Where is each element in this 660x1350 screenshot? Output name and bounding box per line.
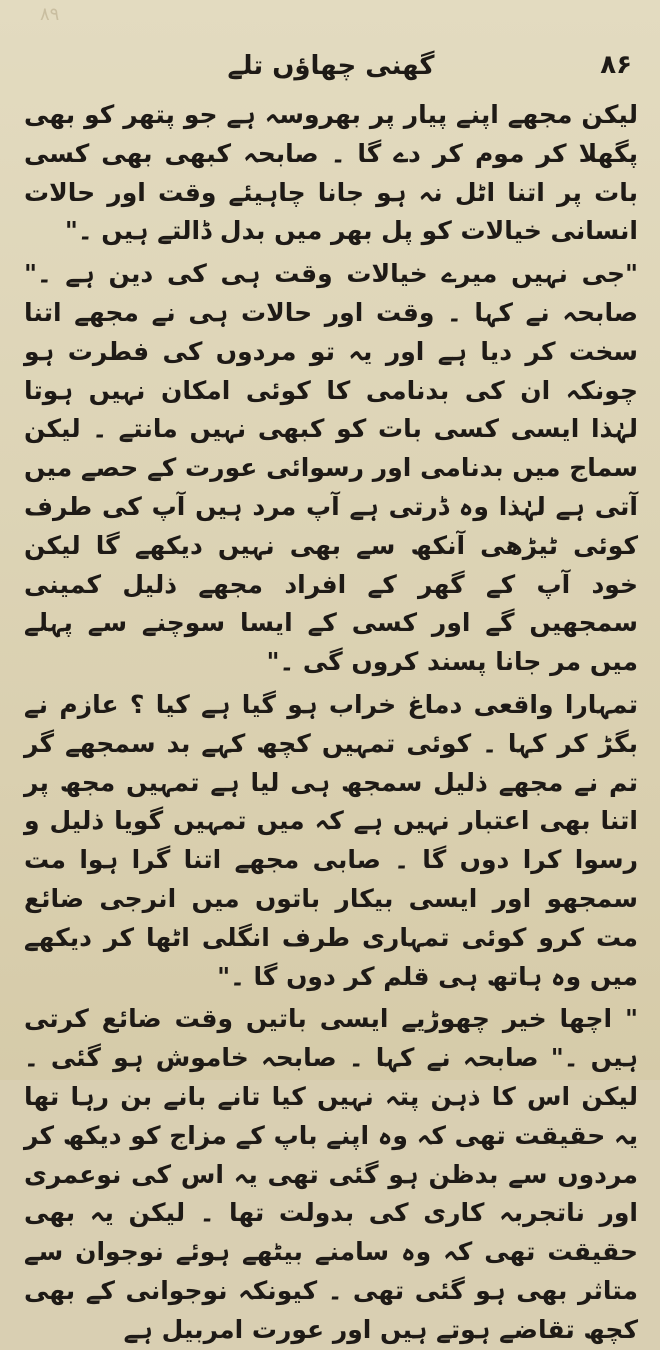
- paragraph: لیکن مجھے اپنے پیار پر بھروسہ ہے جو پتھر کو بھی پگھلا کر موم کر دے گا ۔ صابحہ کبھی بھی کسی بات پر اتنا اٹل نہ ہو جانا چاہیئے وقت اور حالات انسانی خیالات کو پل بھر میں بدل ڈالتے ہیں ۔": [24, 100, 638, 246]
- paragraph: " اچھا خیر چھوڑیے ایسی باتیں وقت ضائع کرتی ہیں ۔" صابحہ نے کہا ۔ صابحہ خاموش ہو گئی ۔ لیکن اس کا ذہن پتہ نہیں کیا تانے بانے بن رہا تھا یہ حقیقت تھی کہ وہ اپنے باپ کے مزاج کو دیکھ کر مردوں سے بدظن ہو گئی تھی یہ اس کی نوعمری اور ناتجربہ کاری کی بدولت تھا ۔ لیکن یہ بھی حقیقت تھی کہ وہ سامنے بیٹھے ہوئے نوجوان سے متاثر بھی ہو گئی تھی ۔ کیونکہ نوجوانی کے بھی کچھ تقاضے ہوتے ہیں اور عورت امربیل ہے: [24, 1004, 638, 1344]
- paragraph: تمہارا واقعی دماغ خراب ہو گیا ہے کیا ؟ عازم نے بگڑ کر کہا ۔ کوئی تمہیں کچھ کہے بد سمجھے گر تم نے مجھے ذلیل سمجھ ہی لیا ہے تمہیں مجھ پر اتنا بھی اعتبار نہیں ہے کہ میں تمہیں گویا ذلیل و رسوا کرا دوں گا ۔ صابی مجھے اتنا گرا ہوا مت سمجھو اور ایسی بیکار باتوں میں انرجی ضائع مت کرو کوئی تمہاری طرف انگلی اٹھا کر دیکھے میں وہ ہاتھ ہی قلم کر دوں گا ۔": [24, 689, 638, 991]
- page-header: [26, 46, 636, 86]
- page-body: [24, 96, 638, 1344]
- running-title: گھنی چھاؤں تلے: [227, 51, 435, 81]
- page-number: ۸۶: [600, 50, 632, 80]
- bleed-through-text: ۸۹: [40, 4, 60, 25]
- paragraph: "جی نہیں میرے خیالات وقت ہی کی دین ہے ۔" صابحہ نے کہا ۔ وقت اور حالات ہی نے مجھے اتنا سخت کر دیا ہے اور یہ تو مردوں کی فطرت ہو چونکہ ان کی بدنامی کا کوئی امکان نہیں ہوتا لہٰذا ایسی کسی بات کو کبھی نہیں مانتے ۔ لیکن سماج میں بدنامی اور رسوائی عورت کے حصے میں آتی ہے لہٰذا وہ ڈرتی ہے آپ مرد ہیں آپ کی طرف کوئی ٹیڑھی آنکھ سے بھی نہیں دیکھے گا لیکن خود آپ کے گھر کے افراد مجھے ذلیل کمینی سمجھیں گے اور کسی کے ایسا سوچنے سے پہلے میں مر جانا پسند کروں گی ۔": [24, 259, 638, 677]
